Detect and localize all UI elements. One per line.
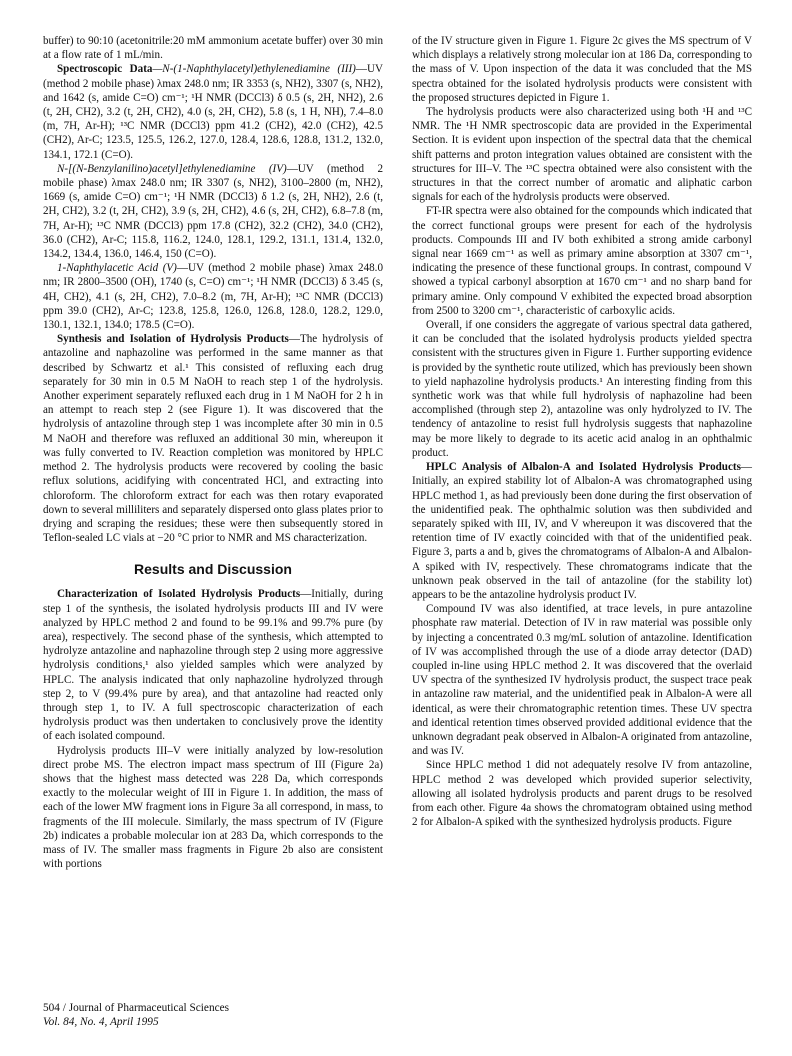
paragraph-characterization [43, 587, 383, 743]
paragraph-synthesis-isolation [43, 332, 383, 545]
paragraph-ms-continued: of the IV structure given in Figure 1. Figure 2c gives the MS spectrum of V which displays a relatively strong molecular ion at 186 Da, corresponding to the mass of V. Upon inspection of the data it was concluded that the MS spectra obtained for the isolated hydrolysis products were consistent with the proposed structures depicted in Figure 1. [412, 35, 752, 104]
paragraph-overall: Overall, if one considers the aggregate of various spectral data gathered, it can be concluded that the isolated hydrolysis products yielded spectra consistent with the structures given in Figure 1. Further supporting evidence is provided by the synthetic route utilized, which has previously been shown to yield naphazoline hydrolysis products.¹ An interesting finding from this synthetic work was that while full hydrolysis of naphazoline had been accomplished (through step 2), antazoline was only hydrolyzed to IV. The tendency of antazoline to resist full hydrolysis suggests that naphazoline may be more likely to degrade to its acetic acid analog in an ophthalmic product. [412, 319, 752, 459]
paragraph-nmr: The hydrolysis products were also characterized using both ¹H and ¹³C NMR. The ¹H NMR spectroscopic data are provided in the Experimental Section. It is evident upon inspection of the spectral data that the chemical shift patterns and proton integration values obtained are consistent with the structures for III–V. The ¹³C spectra obtained were also consistent with the structures in that the correct number of aromatic and aliphatic carbon signals for each of the hydrolysis products were observed. [412, 106, 752, 204]
paragraph-text: —UV (method 2 mobile phase) λmax 248.0 nm; IR 2800–3500 (OH), 1740 (s, C=O) cm⁻¹; ¹H NMR (DCCl3) δ 3.45 (s, 4H, CH2), 4.1 (s, 2H, CH2), 7.0–8.2 (m, 7H, Ar-H); ¹³C NMR (DCCl3) ppm 39.0 (CH2), Ar-C; 123.8, 125.8, 126.0, 126.8, 128.0, 128.2, 129.0, 130.1, 132.1, 134.0; 178.5 (C=O). [43, 262, 383, 332]
page-footer [43, 1001, 229, 1029]
paragraph-text: —Initially, an expired stability lot of Albalon-A was chromatographed using HPLC method 1, as had previously been done during the first observation of the unidentified peak. The ophthalmic solution was then subdivided and separately spiked with III, IV, and V whereupon it was discovered that the retention time of IV exactly coincided with that of the unidentified peak. Figure 3, parts a and b, gives the chromatograms of Albalon-A and Albalon-A spiked with IV, respectively. These chromatograms indicate that the unknown peak observed in the tail of antazoline (for the stability lot) appears to be the antazoline hydrolysis product IV. [412, 461, 752, 601]
section-heading-results: Results and Discussion [134, 561, 292, 578]
paragraph-hplc-method-2: Since HPLC method 1 did not adequately resolve IV from antazoline, HPLC method 2 was developed which provided superior selectivity, allowing all isolated hydrolysis products and parent drugs to be resolved from each other. Figure 4a shows the chromatogram obtained using method 2 for Albalon-A spiked with the synthesized hydrolysis products. Figure [412, 759, 752, 829]
paragraph-spectroscopic-data-iii [43, 62, 383, 161]
run-in-heading: HPLC Analysis of Albalon-A and Isolated Hydrolysis Products [426, 461, 741, 474]
footer-volume: Vol. 84, No. 4, April 1995 [43, 1016, 159, 1028]
run-in-heading: Spectroscopic Data [57, 63, 153, 76]
paragraph-hplc-gradient: buffer) to 90:10 (acetonitrile:20 mM ammonium acetate buffer) over 30 min at a flow rate of 1 mL/min. [43, 35, 383, 62]
run-in-heading: Synthesis and Isolation of Hydrolysis Products [57, 333, 289, 346]
paragraph-spectroscopic-data-v [43, 261, 383, 332]
paragraph-text: —Initially, during step 1 of the synthesis, the isolated hydrolysis products III and IV were analyzed by HPLC method 2 and found to be 99.1% and 99.7% pure (by area), respectively. The second phase of the synthesis, which attempted to hydrolyze antazoline and naphazoline through step 2 using more aggressive hydrolysis conditions,¹ also yielded samples which were analyzed by HPLC. The analysis indicated that only naphazoline hydrolyzed through step 2, to V (99.4% pure by area), and that antazoline had reacted only through step 1, to IV. A full spectroscopic characterization of each hydrolysis product was then undertaken to conclusively prove the identity of each isolated compound. [43, 588, 383, 743]
compound-name: 1-Naphthylacetic Acid (V) [57, 262, 177, 275]
paragraph-hplc-analysis [412, 460, 752, 602]
paragraph-text: —The hydrolysis of antazoline and naphazoline was performed in the same manner as that described by Schwartz et al.¹ This consisted of refluxing each drug separately for 30 min in 0.5 M NaOH to reach step 1 of the hydrolysis. Another experiment separately refluxed each drug in 1 M NaOH for 2 h in an attempt to reach step 2 (see Figure 1). It was discovered that the hydrolysis of antazoline through step 1 was incomplete after 30 min in 0.5 M NaOH and therefore was refluxed an additional 30 min, whereupon it was fully converted to IV. Reaction completion was monitored by HPLC method 2. The hydrolysis products were recovered by cooling the basic reflux solutions, acidifying with concentrated HCl, and extracting into chloroform. The chloroform extract for each was then rotary evaporated down to several milliliters and separately dispersed onto glass plates prior to drying and scraping the residues; these were then subsequently stored in Teflon-sealed LC vials at −20 °C prior to NMR and MS characterization. [43, 333, 383, 545]
compound-name: N-[(N-Benzylanilino)acetyl]ethylenediamine (IV) [57, 162, 287, 175]
paragraph-compound-iv-raw-material: Compound IV was also identified, at trace levels, in pure antazoline phosphate raw material. Detection of IV in raw material was possible only by injecting a concentrated 0.3 mg/mL solution of antazoline. Identification of IV was accomplished through the use of a diode array detector (DAD) coupled in-line using HPLC method 2. It was discovered that the overlaid UV spectra of the synthesized IV hydrolysis product, the suspect trace peak in antazoline raw material, and the unidentified peak in Albalon-A were all identical, as were their chromatographic retention times. These UV spectra and identical retention times observed provided additional evidence that the unknown degradant peak observed in Albalon-A originated from antazoline, and was IV. [412, 603, 752, 758]
paragraph-ftir: FT-IR spectra were also obtained for the compounds which indicated that the correct functional groups were present for each of the hydrolysis products. Compounds III and IV both exhibited a strong amide carbonyl signal near 1669 cm⁻¹ as well as primary amine absorption at 3307 cm⁻¹, indicating the presence of these functional groups. In contrast, compound V showed a typical carbonyl absorption at 1670 cm⁻¹ and no sharp band for primary amine. Only compound V exhibited the expected broad absorption from 2500 to 3200 cm⁻¹, characteristic of carboxylic acids. [412, 205, 752, 317]
paragraph-text: —UV (method 2 mobile phase) λmax 248.0 nm; IR 3307 (s, NH2), 3100–2800 (m, NH2), 1669 (s, amide C=O) cm⁻¹; ¹H NMR (DCCl3) δ 1.2 (s, 2H, NH2), 2.6 (t, 2H, CH2), 3.2 (t, 2H, CH2), 3.9 (s, 2H, CH2), 4.6 (s, 2H, CH2), 6.8–7.8 (m, 7H, Ar-H); ¹³C NMR (DCCl3) ppm 17.8 (CH2), 32.2 (CH2), 34.0 (CH2), 36.0 (CH2), Ar-C; 115.8, 116.2, 124.0, 128.1, 129.2, 131.1, 131.4, 132.0, 134.2, 134.4, 136.0, 146.4, 150 (C=O). [43, 162, 383, 261]
left-column [43, 34, 383, 871]
run-in-heading: Characterization of Isolated Hydrolysis Products [57, 588, 301, 601]
paragraph-mass-spectrometry: Hydrolysis products III–V were initially analyzed by low-resolution direct probe MS. The electron impact mass spectrum of III (Figure 2a) shows that the highest mass detected was 228 Da, which corresponds exactly to the molecular weight of III in Figure 1. In addition, the mass of each of the lower MW fragment ions in Figure 3a all correspond, in mass, to fragments of the III molecule. Similarly, the mass spectrum of IV (Figure 2b) indicates a probable molecular ion at 283 Da, which corresponds to the mass of IV. The smaller mass fragments in Figure 2b also are consistent with portions [43, 744, 383, 871]
footer-journal: 504 / Journal of Pharmaceutical Sciences [43, 1002, 230, 1014]
paragraph-text: —UV (method 2 mobile phase) λmax 248.0 nm; IR 3353 (s, NH2), 3307 (s, NH2), and 1642 (s, amide C=O) cm⁻¹; ¹H NMR (DCCl3) δ 0.5 (s, 2H, NH2), 2.6 (t, 2H, CH2), 3.2 (t, 2H, CH2), 4.0 (s, 2H, CH2), 5.8 (s, 1 H, NH), 7.4–8.0 (m, 7H, Ar-H); ¹³C NMR (DCCl3) ppm 41.2 (CH2), 42.0 (CH2), 42.5 (CH2), Ar-C; 123.5, 125.5, 126.2, 127.0, 128.4, 128.6, 128.8, 131.2, 132.0, 134.1, 172.1 (C=O). [43, 63, 383, 161]
paragraph-spectroscopic-data-iv [43, 162, 383, 261]
right-column [412, 34, 752, 829]
compound-name: —N-(1-Naphthylacetyl)ethylenediamine (III) [152, 63, 356, 76]
